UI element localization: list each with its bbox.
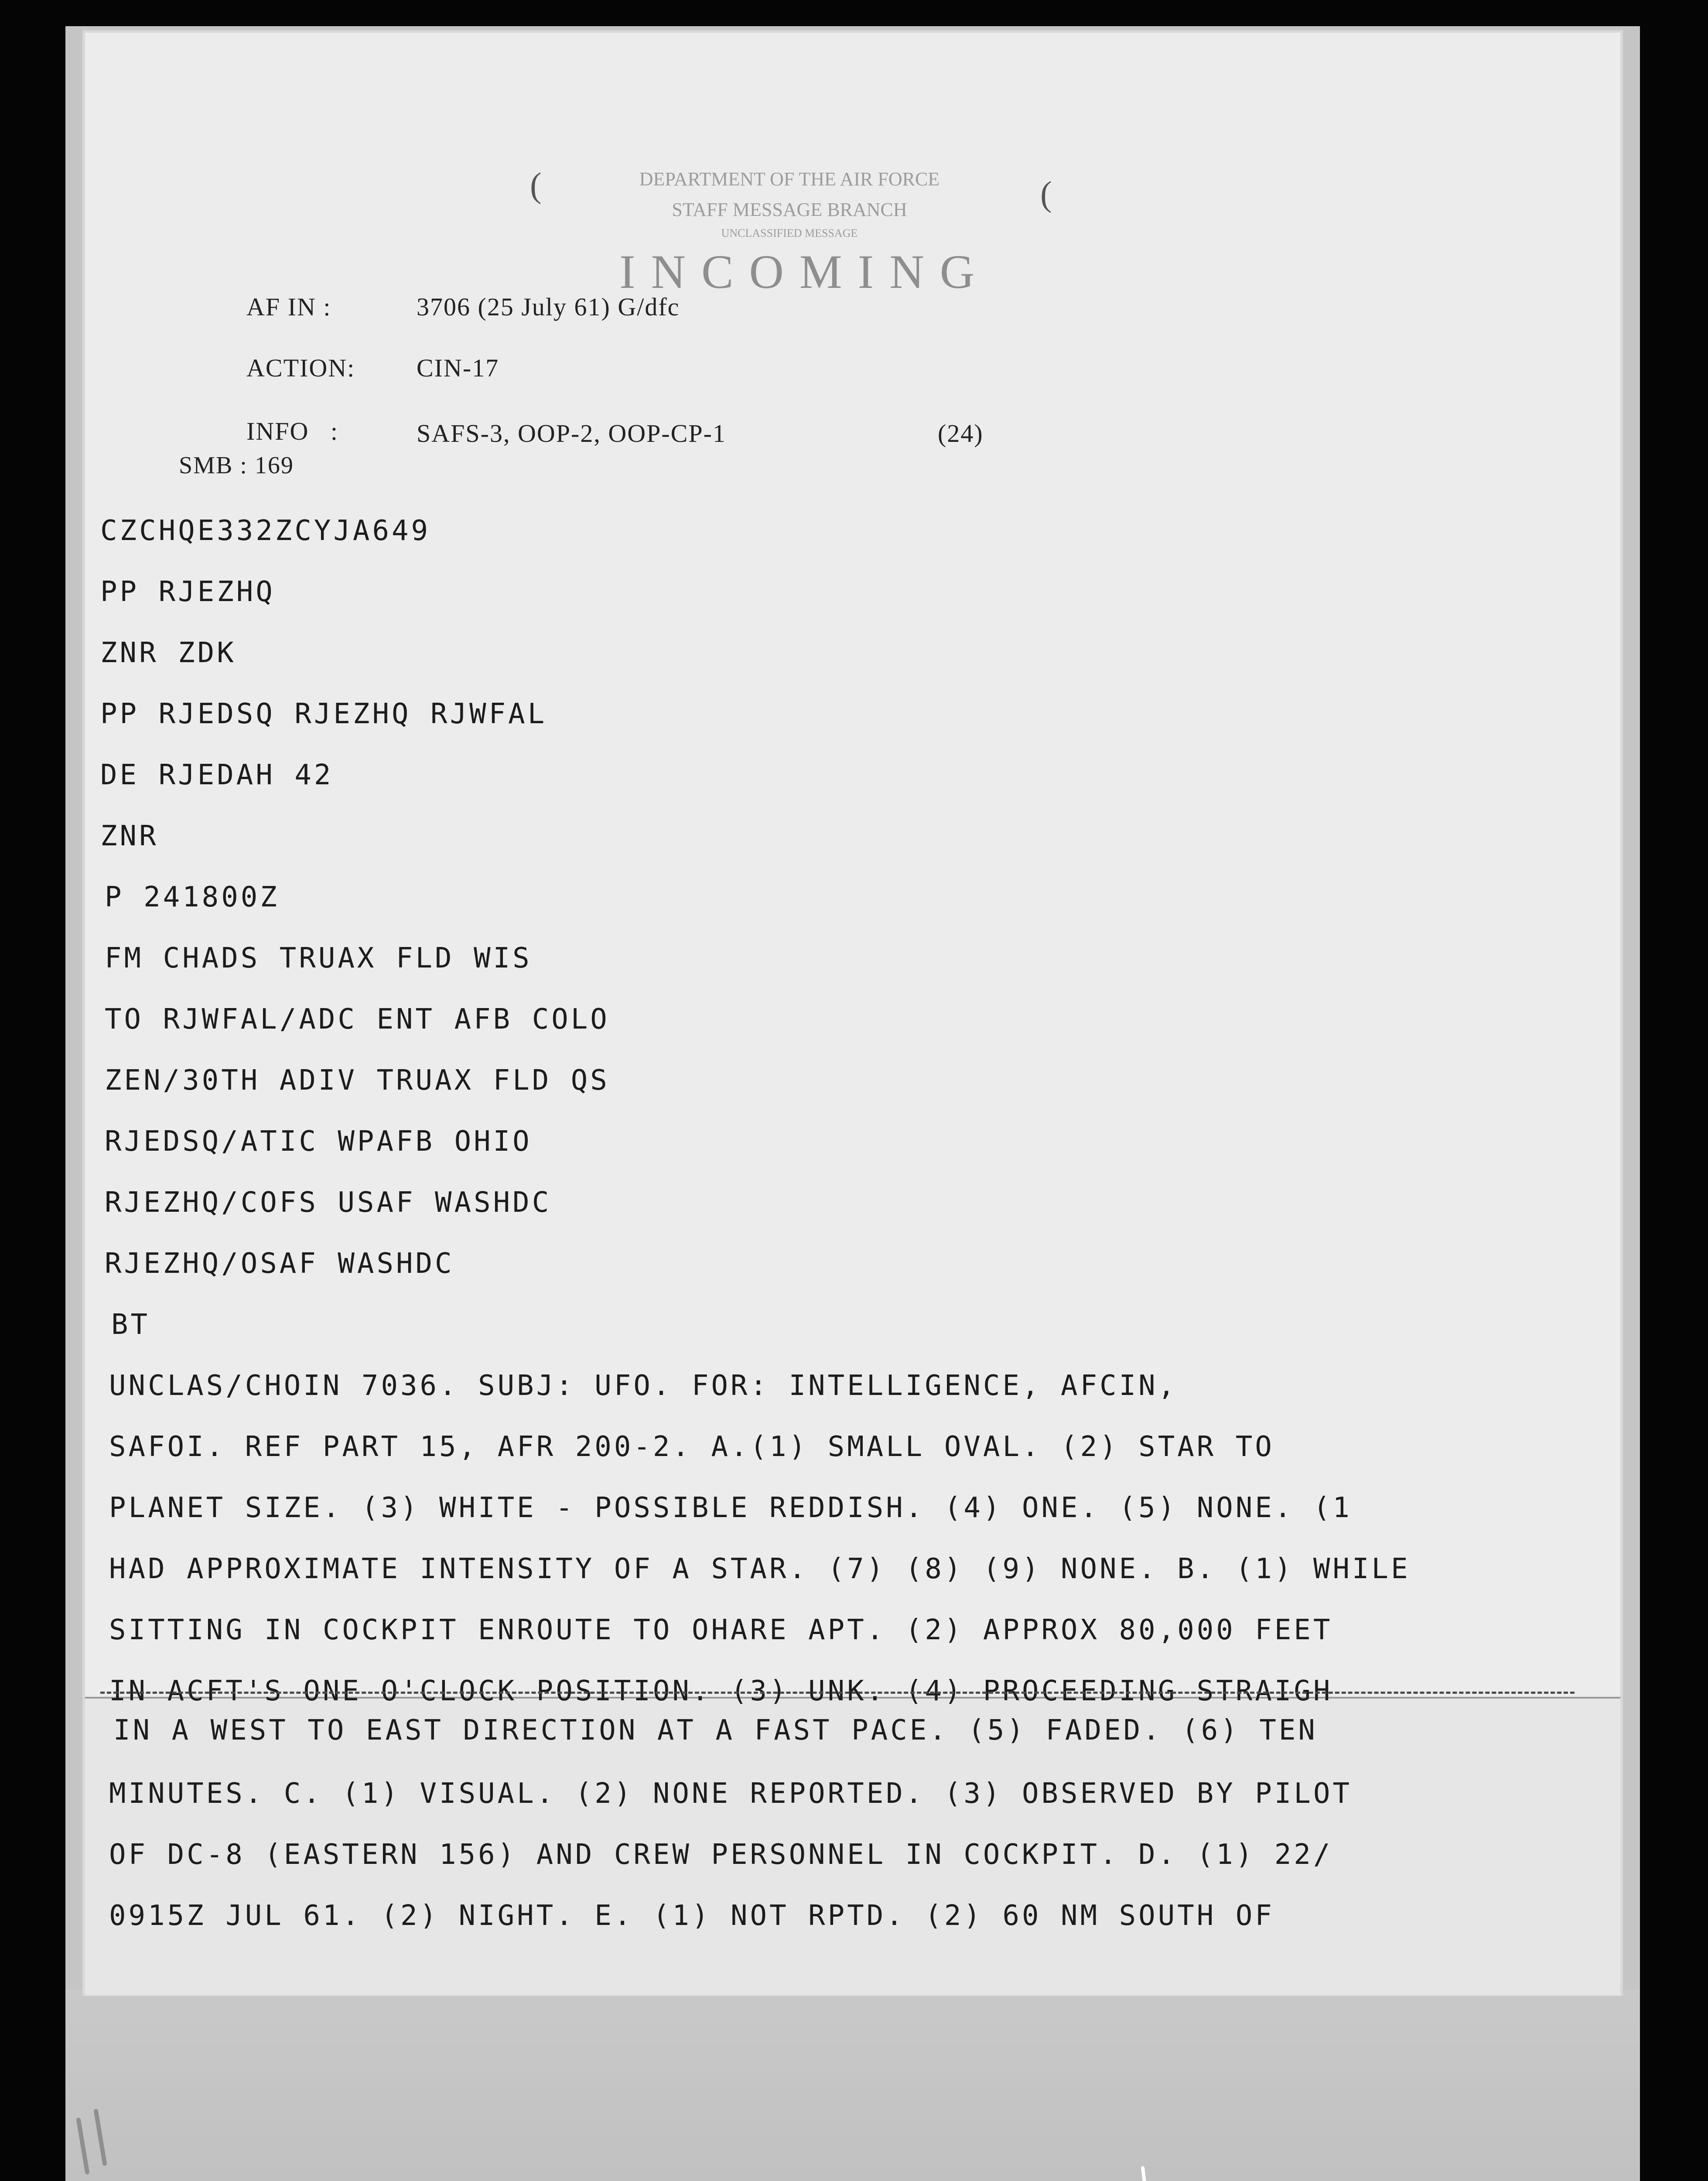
body-line: PLANET SIZE. (3) WHITE - POSSIBLE REDDISH. (4) ONE. (5) NONE. (1 <box>109 1492 1352 1524</box>
routing-line: FM CHADS TRUAX FLD WIS <box>105 942 532 974</box>
routing-line: ZNR ZDK <box>100 637 236 669</box>
body-line: OF DC-8 (EASTERN 156) AND CREW PERSONNEL IN COCKPIT. D. (1) 22/ <box>109 1839 1333 1871</box>
routing-line: ZEN/30TH ADIV TRUAX FLD QS <box>105 1064 610 1097</box>
incoming-stamp: INCOMING <box>619 245 991 298</box>
routing-line: PP RJEZHQ <box>100 576 275 608</box>
smudge-mark <box>1134 2164 1160 2181</box>
body-line: IN A WEST TO EAST DIRECTION AT A FAST PACE. (5) FADED. (6) TEN <box>113 1714 1318 1747</box>
scan-background-lower <box>65 1989 1640 2181</box>
routing-line: ZNR <box>100 820 159 852</box>
action-label: ACTION: <box>246 354 355 382</box>
stamp-paren-left: ( <box>530 166 542 205</box>
body-line: HAD APPROXIMATE INTENSITY OF A STAR. (7) (8) (9) NONE. B. (1) WHILE <box>109 1553 1411 1585</box>
stamp-paren-right: ( <box>1040 175 1052 213</box>
info-count: (24) <box>938 419 984 448</box>
body-line: UNCLAS/CHOIN 7036. SUBJ: UFO. FOR: INTELLIGENCE, AFCIN, <box>109 1370 1178 1402</box>
routing-line: TO RJWFAL/ADC ENT AFB COLO <box>105 1003 610 1036</box>
body-line: SITTING IN COCKPIT ENROUTE TO OHARE APT. (2) APPROX 80,000 FEET <box>109 1614 1333 1646</box>
info-label: INFO : <box>246 417 338 445</box>
routing-line: CZCHQE332ZCYJA649 <box>100 515 431 547</box>
routing-line: PP RJEDSQ RJEZHQ RJWFAL <box>100 698 547 730</box>
routing-line: P 241800Z <box>105 881 280 913</box>
af-in-label: AF IN : <box>246 293 331 321</box>
action-value: CIN-17 <box>417 354 499 382</box>
body-line: MINUTES. C. (1) VISUAL. (2) NONE REPORTED. (3) OBSERVED BY PILOT <box>109 1778 1352 1810</box>
routing-line: RJEZHQ/OSAF WASHDC <box>105 1248 454 1280</box>
routing-line: RJEZHQ/COFS USAF WASHDC <box>105 1186 552 1219</box>
body-line: 0915Z JUL 61. (2) NIGHT. E. (1) NOT RPTD. (2) 60 NM SOUTH OF <box>109 1900 1274 1932</box>
body-line: IN ACFT'S ONE O'CLOCK POSITION. (3) UNK. (4) PROCEEDING STRAIGH <box>109 1675 1333 1707</box>
classification-stamp: UNCLASSIFIED MESSAGE <box>721 227 858 239</box>
handwriting-mark <box>61 2102 192 2181</box>
af-in-value: 3706 (25 July 61) G/dfc <box>417 293 680 321</box>
routing-line: DE RJEDAH 42 <box>100 759 334 791</box>
info-value: SAFS-3, OOP-2, OOP-CP-1 <box>417 419 726 448</box>
body-line: SAFOI. REF PART 15, AFR 200-2. A.(1) SMALL OVAL. (2) STAR TO <box>109 1431 1274 1463</box>
fold-line <box>100 1692 1575 1694</box>
department-stamp: DEPARTMENT OF THE AIR FORCE <box>639 168 940 190</box>
smb-number: SMB : 169 <box>179 452 294 479</box>
routing-line: RJEDSQ/ATIC WPAFB OHIO <box>105 1125 532 1158</box>
branch-stamp: STAFF MESSAGE BRANCH <box>672 199 907 220</box>
routing-line: BT <box>111 1309 150 1341</box>
